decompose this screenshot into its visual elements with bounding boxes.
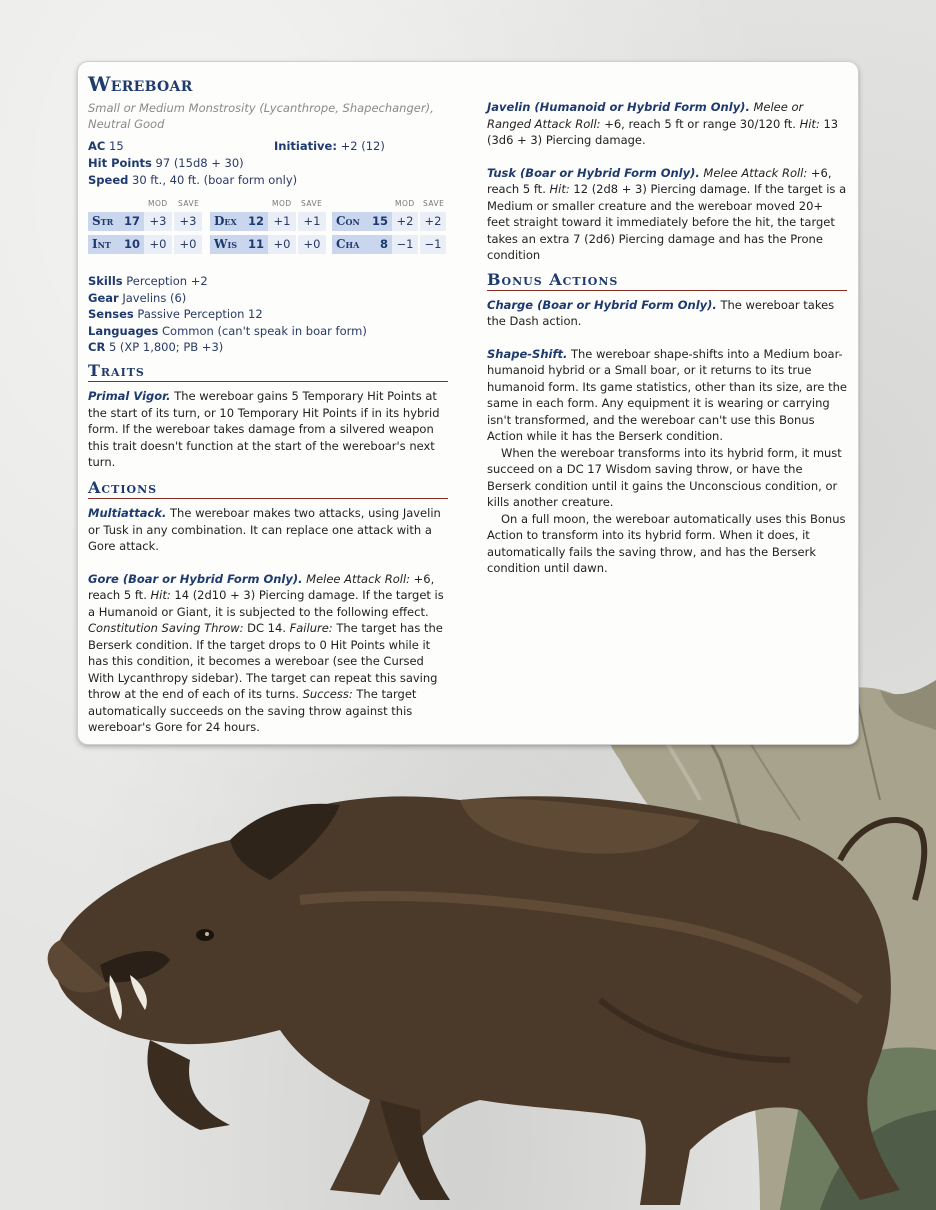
bonus-actions-heading: Bonus Actions xyxy=(487,270,847,291)
initiative xyxy=(274,138,385,155)
ability-save: +0 xyxy=(174,235,202,254)
shape-shift-para-3: On a full moon, the wereboar automatically uses this Bonus Action to transform into its hybrid form. When it does, it automatically fails the saving throw, and has the Berserk condition until dawn. xyxy=(487,511,846,575)
save-header: SAVE xyxy=(423,199,445,208)
ability-name: Int xyxy=(88,235,120,254)
gear-value: Javelins (6) xyxy=(122,290,187,305)
action-text: 14 (2d10 + 3) Piercing damage. If the target is a Humanoid or Giant, it is subjected to the following effect. xyxy=(88,588,444,619)
cr-row xyxy=(88,339,448,356)
ability-score: 11 xyxy=(244,235,268,254)
attack-type: Melee or Ranged Attack Roll: xyxy=(487,100,804,131)
cr-value: 5 (XP 1,800; PB +3) xyxy=(108,340,224,354)
ability-score: 8 xyxy=(368,235,392,254)
ability-mod: +0 xyxy=(268,235,296,254)
languages-row xyxy=(88,323,448,340)
ability-save: +3 xyxy=(174,212,202,231)
trait-text: The wereboar gains 5 Temporary Hit Points at the start of its turn, or 10 Temporary Hit Points if in its hybrid form. If the wereboar takes damage from a silvered weapon this trait doesn't function at the start of the wereboar's next turn. xyxy=(88,389,440,469)
ac-value: 15 xyxy=(109,139,124,153)
ability-name: Wis xyxy=(210,235,244,254)
ability-mod: +0 xyxy=(144,235,172,254)
traits-heading: Traits xyxy=(88,361,448,382)
languages-value: Common (can't speak in boar form) xyxy=(162,323,367,338)
action-name: Multiattack. xyxy=(88,506,167,520)
ability-mod: −1 xyxy=(392,235,418,254)
mod-header: MOD xyxy=(395,199,415,208)
ac-row xyxy=(88,138,448,155)
bonus-charge xyxy=(487,297,847,330)
mod-header: MOD xyxy=(272,199,292,208)
stat-block xyxy=(78,62,858,744)
ability-name: Con xyxy=(332,212,368,231)
save-header: SAVE xyxy=(301,199,323,208)
action-text: +6, reach 5 ft or range 30/120 ft. xyxy=(604,116,796,131)
right-column xyxy=(487,99,847,577)
hit-label: Hit: xyxy=(150,588,171,602)
initiative-value: +2 (12) xyxy=(340,139,385,153)
hp-value: 97 (15d8 + 30) xyxy=(155,156,244,170)
creature-details xyxy=(88,273,448,356)
senses-label: Senses xyxy=(88,307,134,321)
shape-shift-para-2: When the wereboar transforms into its hybrid form, it must succeed on a DC 17 Wisdom saving throw, or have the Berserk condition until it gains the Unconscious condition, or kills another creature. xyxy=(487,445,842,509)
gear-label: Gear xyxy=(88,290,119,305)
attack-type: Melee Attack Roll: xyxy=(306,571,411,586)
failure-label: Failure: xyxy=(289,621,333,635)
ability-name: Cha xyxy=(332,235,368,254)
ability-mod: +3 xyxy=(144,212,172,231)
action-text: The wereboar makes two attacks, using Javelin or Tusk in any combination. It can replace one attack with a Gore attack. xyxy=(88,506,441,553)
ability-score: 12 xyxy=(244,212,268,231)
action-name: Tusk (Boar or Hybrid Form Only). xyxy=(487,165,700,180)
action-multiattack xyxy=(88,505,448,555)
skills-row xyxy=(88,273,448,290)
save-header: SAVE xyxy=(178,199,200,208)
bonus-action-text: The wereboar takes the Dash action. xyxy=(487,297,835,328)
actions-section xyxy=(88,478,448,736)
ability-score: 17 xyxy=(120,212,144,231)
hp-row xyxy=(88,155,244,172)
speed-value: 30 ft., 40 ft. (boar form only) xyxy=(132,173,298,187)
bonus-shape-shift xyxy=(487,346,847,445)
bonus-action-name: Shape-Shift. xyxy=(487,346,568,361)
actions-heading: Actions xyxy=(88,478,448,499)
attack-type: Melee Attack Roll: xyxy=(703,165,808,180)
action-text: 12 (2d8 + 3) Piercing damage. If the target is a Medium or smaller creature and the wereboar moved 20+ feet straight toward it immediately before the hit, the target takes an extra 7 (2d6) Piercing damage and has the Prone condition xyxy=(487,182,847,262)
ability-mod: +1 xyxy=(268,212,296,231)
action-text: +6, reach 5 ft. xyxy=(487,165,832,196)
hit-label: Hit: xyxy=(549,182,570,196)
action-text: DC 14. xyxy=(247,621,286,635)
success-label: Success: xyxy=(302,687,353,701)
ability-save: +0 xyxy=(298,235,326,254)
mod-header: MOD xyxy=(148,199,168,208)
creature-subtitle: Small or Medium Monstrosity (Lycanthrope, Shapechanger), Neutral Good xyxy=(88,101,434,131)
bonus-action-text: The wereboar shape-shifts into a Medium boar-humanoid hybrid or a Small boar, or it returns to its true humanoid form. Its game statistics, other than its size, are the same in each form. Any equipment it is wearing or carrying isn't transformed, and the wereboar can't use this Bonus Action while it has the Berserk condition. xyxy=(487,346,847,443)
ability-save: +2 xyxy=(420,212,446,231)
hp-label: Hit Points xyxy=(88,156,152,170)
action-gore xyxy=(88,571,448,736)
initiative-label: Initiative: xyxy=(274,139,337,153)
ability-mod: +2 xyxy=(392,212,418,231)
trait-name: Primal Vigor. xyxy=(88,389,171,403)
languages-label: Languages xyxy=(88,323,159,338)
action-text: +6, reach 5 ft. xyxy=(88,571,435,602)
action-name: Javelin (Humanoid or Hybrid Form Only). xyxy=(487,100,750,114)
gear-row xyxy=(88,290,448,307)
action-text: The target has the Berserk condition. If the target drops to 0 Hit Points while it has this condition, it becomes a wereboar (see the Cursed With Lycanthropy sidebar). The target can repeat this saving throw at the end of each of its turns. xyxy=(88,621,443,701)
ability-score: 10 xyxy=(120,235,144,254)
skills-value: Perception +2 xyxy=(126,274,208,288)
ability-name: Dex xyxy=(210,212,244,231)
ability-name: Str xyxy=(88,212,120,231)
senses-value: Passive Perception 12 xyxy=(137,307,263,321)
trait-primal-vigor xyxy=(88,388,448,471)
speed-row xyxy=(88,172,297,189)
ability-save: +1 xyxy=(298,212,326,231)
ability-save: −1 xyxy=(420,235,446,254)
ability-score: 15 xyxy=(368,212,392,231)
creature-name: Wereboar xyxy=(88,72,193,96)
skills-label: Skills xyxy=(88,274,123,288)
ac-label: AC xyxy=(88,139,106,153)
senses-row xyxy=(88,306,448,323)
action-javelin xyxy=(487,99,847,149)
bonus-action-name: Charge (Boar or Hybrid Form Only). xyxy=(487,297,717,312)
traits-section xyxy=(88,361,448,471)
action-name: Gore (Boar or Hybrid Form Only). xyxy=(88,571,303,586)
action-tusk xyxy=(487,165,847,264)
action-text: The target automatically succeeds on the saving throw against this wereboar's Gore for 24 hours. xyxy=(88,687,417,734)
cr-label: CR xyxy=(88,340,106,354)
speed-label: Speed xyxy=(88,173,129,187)
action-text: 13 (3d6 + 3) Piercing damage. xyxy=(487,116,839,147)
hit-label: Hit: xyxy=(799,116,820,131)
save-label: Constitution Saving Throw: xyxy=(88,621,244,635)
